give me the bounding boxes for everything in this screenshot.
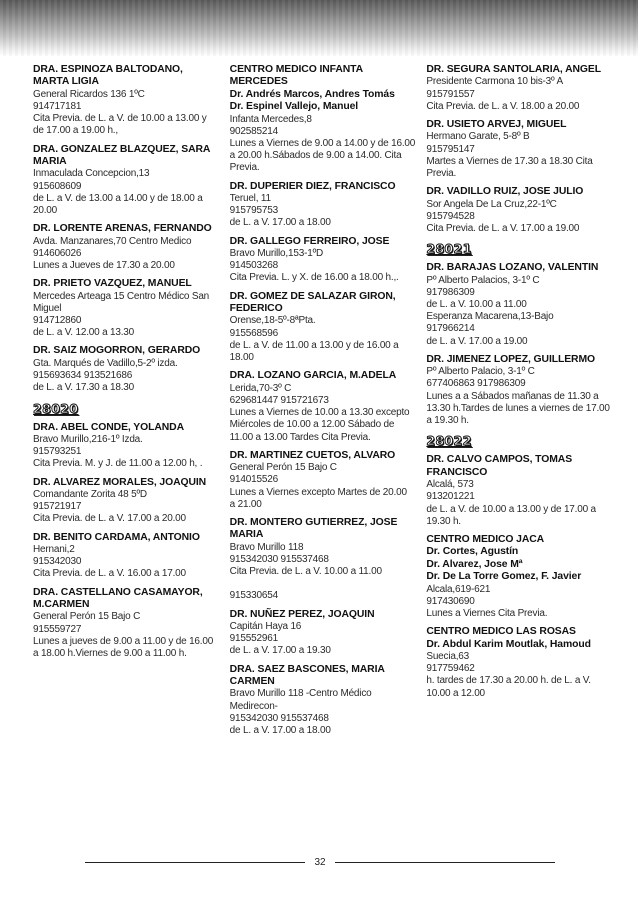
entry-detail: Inmaculada Concepcion,13 bbox=[33, 168, 150, 180]
entry-detail: Lunes a a Sábados mañanas de 11.30 a bbox=[426, 390, 599, 402]
entry-name: DRA. SAEZ BASCONES, MARIA bbox=[229, 663, 385, 675]
entry-detail: Capitán Haya 16 bbox=[229, 620, 302, 632]
entry-detail: Cita Previa. M. y J. de 11.00 a 12.00 h, . bbox=[33, 458, 203, 470]
header-gradient-band bbox=[0, 0, 638, 56]
entry-name: Dr. Abdul Karim Moutlak, Hamoud bbox=[426, 638, 591, 650]
entry-detail: 914015526 bbox=[229, 474, 278, 486]
entry-name: DRA. CASTELLANO CASAMAYOR, bbox=[33, 586, 203, 598]
entry-name: MARTA LIGIA bbox=[33, 76, 99, 88]
entry-detail: 915693634 913521686 bbox=[33, 370, 133, 382]
entry-detail: 915608609 bbox=[33, 180, 82, 192]
entry-detail: 914606026 bbox=[33, 247, 82, 259]
entry-name: Dr. De La Torre Gomez, F. Javier bbox=[426, 571, 582, 583]
entry-detail: Cita Previa. de L. a V. 10.00 a 11.00 bbox=[229, 566, 382, 578]
entry-detail: 917759462 bbox=[426, 663, 475, 675]
entry-name: MERCEDES bbox=[229, 76, 288, 88]
entry-detail: 915342030 915537468 bbox=[229, 712, 329, 724]
entry-name: DRA. GONZALEZ BLAZQUEZ, SARA bbox=[33, 143, 211, 155]
entry-name: MARIA bbox=[33, 156, 67, 168]
entry-detail: de L. a V. 17.00 a 19.00 bbox=[426, 335, 528, 347]
entry-detail: Lunes a jueves de 9.00 a 11.00 y de 16.00 bbox=[33, 635, 214, 647]
directory-entry bbox=[33, 532, 222, 581]
entry-name: DRA. LOZANO GARCIA, M.ADELA bbox=[229, 370, 397, 382]
directory-entry bbox=[33, 64, 222, 138]
entry-detail: Miguel bbox=[33, 302, 62, 314]
header-shine bbox=[0, 0, 638, 56]
entry-detail: 915793251 bbox=[33, 446, 82, 458]
entry-detail: 10.00 a 12.00 bbox=[426, 687, 485, 699]
entry-detail: 917430690 bbox=[426, 595, 475, 607]
entry-detail: 18.00 bbox=[229, 352, 254, 364]
entry-detail: General Ricardos 136 1ºC bbox=[33, 88, 145, 100]
entry-detail: 915794528 bbox=[426, 210, 475, 222]
entry-gap bbox=[230, 578, 419, 590]
entry-detail: h. tardes de 17.30 a 20.00 h. de L. a V. bbox=[426, 675, 591, 687]
entry-detail: 20.00 bbox=[33, 205, 58, 217]
column-2 bbox=[230, 64, 422, 854]
entry-detail: Avda. Manzanares,70 Centro Medico bbox=[33, 235, 192, 247]
entry-name: CENTRO MEDICO JACA bbox=[426, 533, 545, 545]
footer-rule-right bbox=[335, 862, 555, 863]
entry-detail: Infanta Mercedes,8 bbox=[229, 113, 312, 125]
entry-name: DR. SAIZ MOGORRON, GERARDO bbox=[33, 345, 201, 357]
directory-entry bbox=[426, 119, 615, 180]
page-footer bbox=[85, 856, 555, 868]
entry-detail: a 20.00 h.Sábados de 9.00 a 14.00. Cita bbox=[229, 150, 402, 162]
entry-detail: 915791557 bbox=[426, 88, 475, 100]
directory-entry bbox=[33, 422, 222, 471]
directory-entry bbox=[230, 664, 419, 738]
entry-name: FEDERICO bbox=[229, 303, 283, 315]
entry-name: DR. LORENTE ARENAS, FERNANDO bbox=[33, 223, 212, 235]
entry-detail: de L. a V. 17.00 a 18.00 bbox=[229, 725, 331, 736]
directory-entry bbox=[33, 345, 222, 394]
entry-name: DRA. ESPINOZA BALTODANO, bbox=[33, 64, 183, 75]
entry-detail: 13.30 h.Tardes de lunes a viernes de 17.00 bbox=[426, 402, 610, 414]
entry-detail: Lunes a Viernes Cita Previa. bbox=[426, 607, 548, 619]
entry-detail: Cita Previa. de L. a V. 18.00 a 20.00 bbox=[426, 100, 580, 112]
entry-name: MARIA bbox=[229, 529, 264, 541]
entry-detail: Miércoles de 10.00 a 12.00 Sábado de bbox=[229, 419, 395, 431]
entry-detail: Lerida,70-3º C bbox=[229, 382, 292, 394]
entry-detail: Suecia,63 bbox=[426, 650, 470, 662]
directory-entry bbox=[426, 262, 615, 348]
page-number: 32 bbox=[314, 856, 326, 868]
entry-detail: 917966214 bbox=[426, 323, 475, 335]
directory-entry bbox=[230, 291, 419, 365]
entry-detail: a 18.00 h.Viernes de 9.00 a 11.00 h. bbox=[33, 647, 187, 659]
entry-detail: 915330654 bbox=[229, 590, 278, 602]
entry-detail: de L. a V. de 13.00 a 14.00 y de 18.00 a bbox=[33, 192, 203, 204]
directory-entry bbox=[230, 450, 419, 511]
entry-detail: a 19.30 h. bbox=[426, 415, 469, 427]
entry-name: CENTRO MEDICO LAS ROSAS bbox=[426, 626, 576, 638]
directory-entry bbox=[426, 534, 615, 620]
directory-entry bbox=[230, 64, 419, 175]
entry-name: CENTRO MEDICO INFANTA bbox=[229, 64, 364, 75]
entry-name: DR. ALVAREZ MORALES, JOAQUIN bbox=[33, 476, 207, 488]
entry-detail: Bravo Murillo,153-1ºD bbox=[229, 248, 324, 260]
postal-code-heading: 28022 bbox=[426, 433, 472, 449]
entry-detail: Lunes a Viernes excepto Martes de 20.00 bbox=[229, 486, 407, 498]
entry-detail: de L. a V. 12.00 a 13.30 bbox=[33, 327, 135, 339]
entry-detail: a 21.00 bbox=[229, 498, 262, 510]
entry-detail: Cita Previa. L. y X. de 16.00 a 18.00 h.,. bbox=[229, 272, 399, 284]
entry-detail: 915721917 bbox=[33, 501, 82, 513]
entry-detail: 19.30 h. bbox=[426, 515, 461, 527]
entry-detail: 913201221 bbox=[426, 491, 475, 503]
entry-detail: de L. a V. 17.00 a 19.30 bbox=[229, 645, 331, 657]
postal-code-heading: 28021 bbox=[426, 241, 472, 257]
directory-entry bbox=[230, 370, 419, 443]
entry-detail: Hermano Garate, 5-8º B bbox=[426, 131, 530, 143]
entry-detail: Lunes a Viernes de 10.00 a 13.30 excepto bbox=[229, 407, 410, 419]
postal-code-heading: 28020 bbox=[33, 400, 79, 416]
entry-name: DR. NUÑEZ PEREZ, JOAQUIN bbox=[229, 608, 375, 620]
entry-name: DR. DUPERIER DIEZ, FRANCISCO bbox=[229, 180, 396, 192]
entry-detail: 915552961 bbox=[229, 633, 278, 645]
entry-name: Dr. Andrés Marcos, Andres Tomás bbox=[229, 88, 395, 100]
footer-rule-left bbox=[85, 862, 305, 863]
directory-entry bbox=[426, 454, 615, 528]
directory-entry bbox=[230, 236, 419, 285]
entry-name: DR. USIETO ARVEJ, MIGUEL bbox=[426, 119, 567, 131]
entry-name: DR. VADILLO RUIZ, JOSE JULIO bbox=[426, 186, 584, 198]
entry-detail: Comandante Zorita 48 5ºD bbox=[33, 488, 147, 500]
directory-entry bbox=[426, 354, 615, 427]
entry-name: DR. MARTINEZ CUETOS, ALVARO bbox=[229, 449, 396, 461]
directory-entry bbox=[426, 64, 615, 113]
entry-detail: de L. a V. de 11.00 a 13.00 y de 16.00 a bbox=[229, 339, 399, 351]
entry-name: DR. JIMENEZ LOPEZ, GUILLERMO bbox=[426, 353, 595, 365]
entry-detail: Presidente Carmona 10 bis-3º A bbox=[426, 76, 563, 88]
entry-detail: Cita Previa. de L. a V. de 10.00 a 13.00 y bbox=[33, 113, 207, 125]
entry-detail: Orense,18-5º-8ªPta. bbox=[229, 315, 316, 327]
entry-detail: de 17.00 a 19.00 h., bbox=[33, 125, 118, 137]
entry-detail: Gta. Marqués de Vadillo,5-2º izda. bbox=[33, 357, 178, 369]
entry-detail: 915342030 915537468 bbox=[229, 553, 329, 565]
entry-detail: Lunes a Viernes de 9.00 a 14.00 y de 16.00 bbox=[229, 138, 416, 150]
directory-entry bbox=[33, 587, 222, 661]
entry-name: DR. CALVO CAMPOS, TOMAS bbox=[426, 454, 573, 466]
entry-detail: Lunes a Jueves de 17.30 a 20.00 bbox=[33, 260, 175, 272]
entry-detail: 902585214 bbox=[229, 125, 278, 137]
entry-detail: Cita Previa. de L. a V. 17.00 a 20.00 bbox=[33, 513, 186, 525]
entry-name: CARMEN bbox=[229, 675, 275, 687]
directory-entry bbox=[33, 144, 222, 218]
directory-columns bbox=[33, 64, 618, 854]
entry-detail: Medirecon- bbox=[229, 700, 278, 712]
directory-entry bbox=[33, 278, 222, 339]
entry-detail: 915795147 bbox=[426, 143, 475, 155]
entry-detail: Hernani,2 bbox=[33, 543, 75, 555]
entry-detail: de L. a V. de 10.00 a 13.00 y de 17.00 a bbox=[426, 503, 596, 515]
directory-entry bbox=[33, 477, 222, 526]
entry-detail: Teruel, 11 bbox=[229, 193, 271, 205]
entry-detail: Esperanza Macarena,13-Bajo bbox=[426, 311, 554, 323]
entry-name: DRA. ABEL CONDE, YOLANDA bbox=[33, 421, 184, 433]
entry-detail: Cita Previa. de L. a V. 17.00 a 19.00 bbox=[426, 223, 580, 235]
entry-detail: Previa. bbox=[426, 168, 457, 180]
directory-entry bbox=[33, 223, 222, 272]
entry-detail: Sor Angela De La Cruz,22-1ºC bbox=[426, 198, 557, 210]
entry-name: DR. SEGURA SANTOLARIA, ANGEL bbox=[426, 64, 601, 75]
column-1 bbox=[33, 64, 225, 854]
entry-detail: 914503268 bbox=[229, 260, 278, 272]
entry-name: DR. BENITO CARDAMA, ANTONIO bbox=[33, 531, 200, 543]
entry-detail: Bravo Murillo,216-1º Izda. bbox=[33, 433, 143, 445]
entry-detail: 915559727 bbox=[33, 623, 82, 635]
entry-name: FRANCISCO bbox=[426, 466, 488, 478]
entry-detail: 915795753 bbox=[229, 205, 278, 217]
directory-entry bbox=[426, 626, 615, 700]
entry-detail: General Perón 15 Bajo C bbox=[33, 611, 141, 623]
entry-detail: 11.00 a 13.00 Tardes Cita Previa. bbox=[229, 431, 371, 443]
entry-name: DR. PRIETO VAZQUEZ, MANUEL bbox=[33, 278, 192, 290]
entry-name: DR. BARAJAS LOZANO, VALENTIN bbox=[426, 262, 599, 274]
entry-name: M.CARMEN bbox=[33, 598, 90, 610]
entry-name: DR. GOMEZ DE SALAZAR GIRON, bbox=[229, 290, 396, 302]
entry-name: Dr. Cortes, Agustín bbox=[426, 546, 519, 558]
entry-name: DR. GALLEGO FERREIRO, JOSE bbox=[229, 235, 390, 247]
entry-detail: Alcalá, 573 bbox=[426, 479, 474, 491]
entry-detail: General Perón 15 Bajo C bbox=[229, 462, 337, 474]
entry-detail: de L. a V. 17.00 a 18.00 bbox=[229, 217, 331, 229]
entry-detail: Bravo Murillo 118 bbox=[229, 541, 304, 553]
entry-detail: 629681447 915721673 bbox=[229, 394, 329, 406]
directory-entry bbox=[230, 517, 419, 603]
entry-detail: de L. a V. 10.00 a 11.00 bbox=[426, 299, 527, 311]
entry-detail: 677406863 917986309 bbox=[426, 378, 526, 390]
entry-detail: 917986309 bbox=[426, 286, 475, 298]
directory-entry bbox=[426, 186, 615, 235]
entry-detail: Mercedes Arteaga 15 Centro Médico San bbox=[33, 290, 210, 302]
entry-detail: Pº Alberto Palacio, 3-1º C bbox=[426, 366, 535, 378]
entry-detail: 914712860 bbox=[33, 315, 82, 327]
directory-entry bbox=[230, 181, 419, 230]
entry-detail: Martes a Viernes de 17.30 a 18.30 Cita bbox=[426, 155, 593, 167]
directory-entry bbox=[230, 609, 419, 658]
entry-detail: Alcala,619-621 bbox=[426, 583, 491, 595]
entry-detail: Cita Previa. de L. a V. 16.00 a 17.00 bbox=[33, 568, 186, 580]
entry-detail: 914717181 bbox=[33, 101, 82, 113]
entry-detail: 915568596 bbox=[229, 327, 278, 339]
entry-detail: Pº Alberto Palacios, 3-1º C bbox=[426, 274, 540, 286]
column-3 bbox=[426, 64, 618, 854]
entry-detail: de L. a V. 17.30 a 18.30 bbox=[33, 382, 135, 394]
entry-name: Dr. Alvarez, Jose Mª bbox=[426, 558, 523, 570]
entry-name: Dr. Espinel Vallejo, Manuel bbox=[229, 101, 359, 113]
entry-name: DR. MONTERO GUTIERREZ, JOSE bbox=[229, 516, 398, 528]
entry-detail: 915342030 bbox=[33, 556, 82, 568]
entry-detail: Previa. bbox=[229, 162, 260, 174]
entry-detail: Bravo Murillo 118 -Centro Médico bbox=[229, 688, 372, 700]
